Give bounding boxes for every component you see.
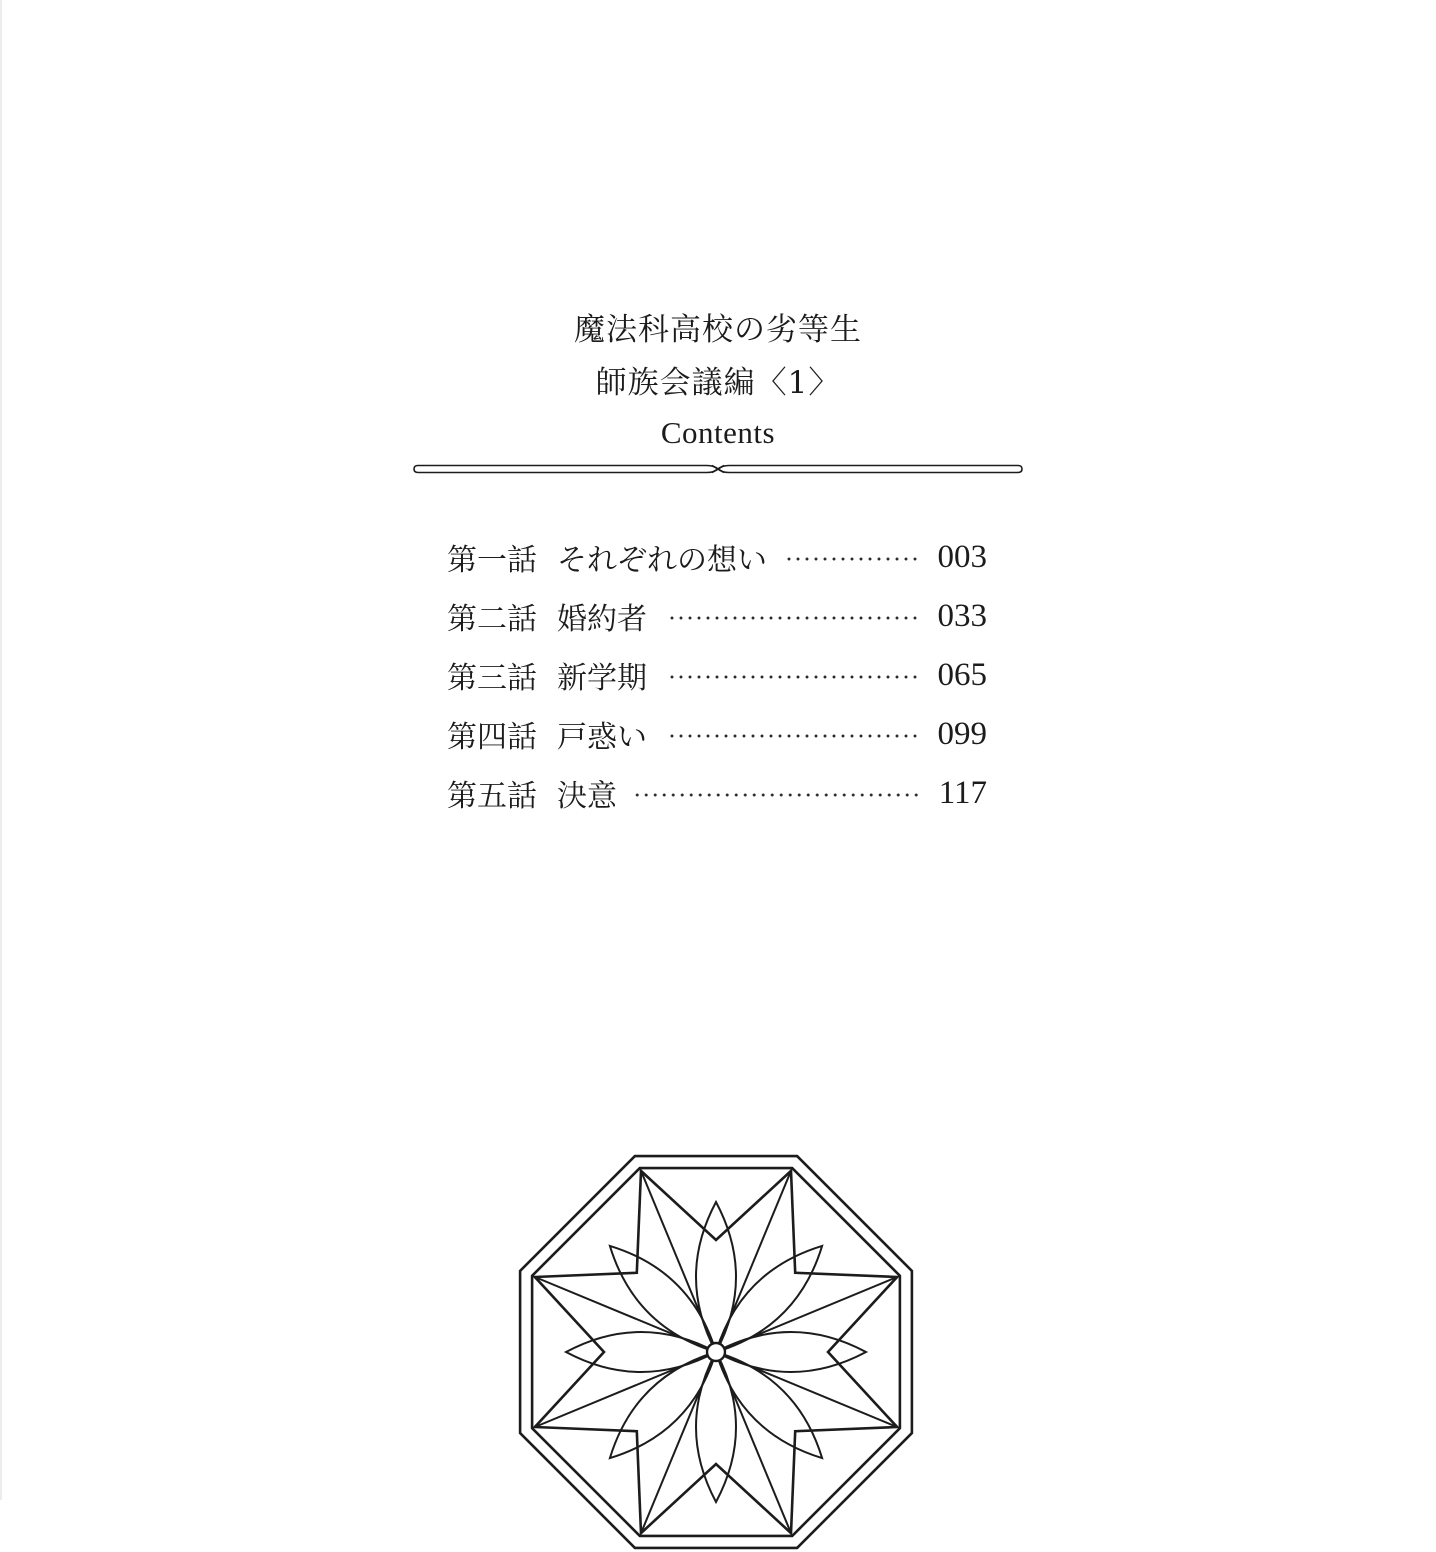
chapter-title: 婚約者 — [557, 602, 647, 637]
flower-petal — [610, 1246, 716, 1352]
center-circle — [707, 1343, 725, 1361]
flower-petal — [696, 1202, 736, 1352]
flower-petal — [716, 1352, 822, 1458]
chapter-title: それぞれの想い — [557, 543, 767, 578]
book-subtitle: 師族会議編〈1〉 — [595, 365, 841, 401]
chapter-number: 第四話 — [447, 720, 537, 755]
flower-petal — [610, 1352, 716, 1458]
flower-petal — [716, 1246, 822, 1352]
book-title: 魔法科高校の劣等生 — [574, 312, 862, 348]
flower-petal — [566, 1332, 716, 1372]
page-number: 003 — [937, 538, 987, 575]
chapter-title: 新学期 — [557, 661, 647, 696]
chapter-number: 第一話 — [447, 543, 537, 578]
page-number: 117 — [938, 774, 987, 811]
toc-entry-3[interactable] — [447, 653, 987, 697]
page-number: 033 — [937, 597, 987, 634]
page-number: 099 — [937, 715, 987, 752]
dot-leader — [785, 557, 920, 561]
octagon-star-flower-emblem-icon — [516, 1152, 916, 1552]
dot-leader — [665, 616, 920, 620]
toc-entry-1[interactable] — [447, 535, 987, 579]
chapter-number: 第三話 — [447, 661, 537, 696]
dot-leader — [665, 675, 920, 679]
chapter-title: 戸惑い — [557, 720, 647, 755]
toc-entry-2[interactable] — [447, 594, 987, 638]
chapter-number: 第二話 — [447, 602, 537, 637]
ornamental-divider — [412, 459, 1024, 479]
flower-petal — [716, 1332, 866, 1372]
page-number: 065 — [937, 656, 987, 693]
contents-heading: Contents — [660, 415, 776, 450]
chapter-number: 第五話 — [447, 779, 537, 814]
dot-leader — [635, 793, 921, 797]
toc-entry-5[interactable] — [447, 771, 987, 815]
chapter-title: 決意 — [557, 779, 617, 814]
flower-petal — [696, 1352, 736, 1502]
dot-leader — [665, 734, 920, 738]
toc-entry-4[interactable] — [447, 712, 987, 756]
page-edge — [0, 0, 2, 1500]
